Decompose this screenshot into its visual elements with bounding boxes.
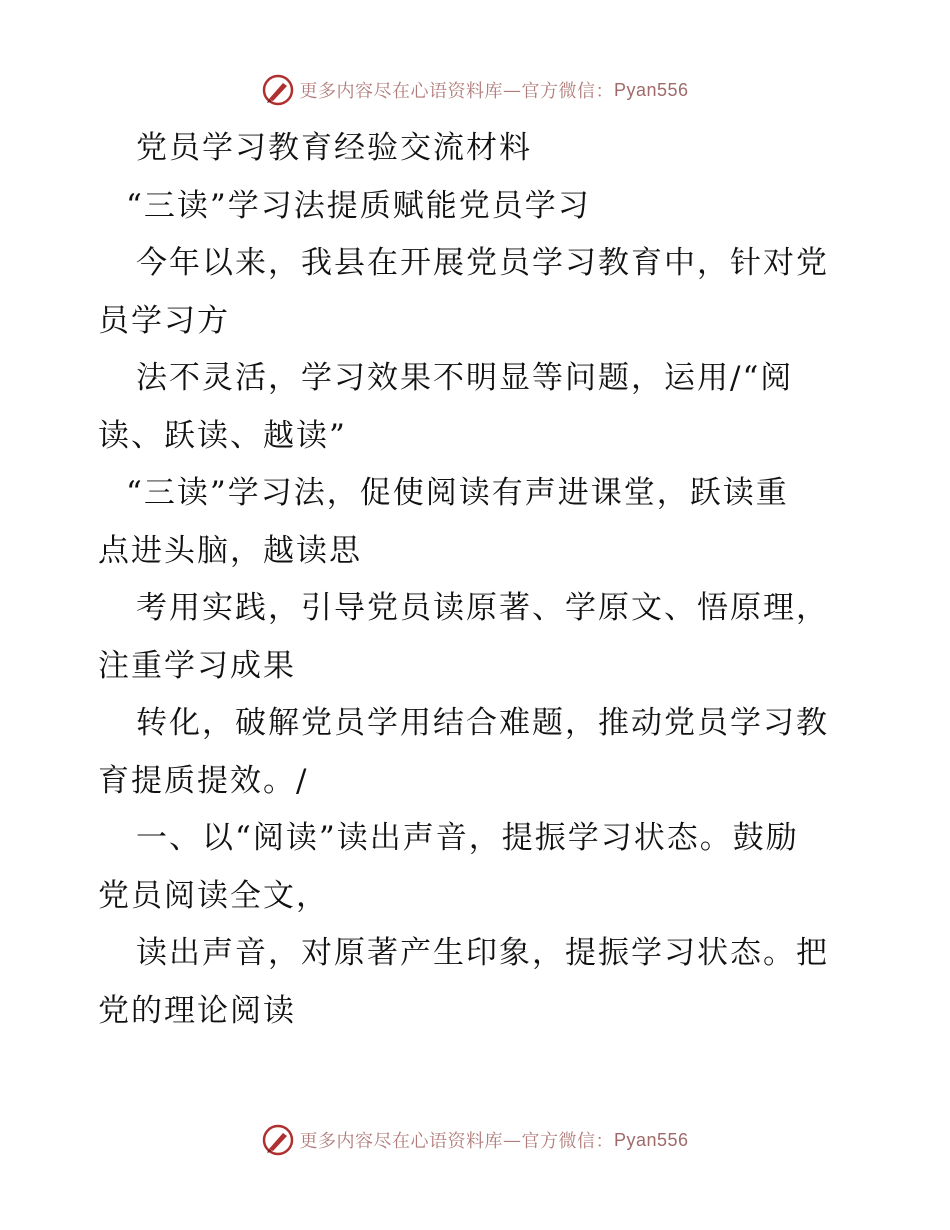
footer-watermark-banner <box>0 1120 950 1160</box>
paragraph-line: 育提质提效。/ <box>98 762 309 799</box>
document-subtitle: “三读”学习法提质赋能党员学习 <box>126 187 591 224</box>
banner-wechat-id: Pyan556 <box>613 79 689 100</box>
paragraph-line: 读、跃读、越读” <box>98 417 347 454</box>
paragraph-line: 注重学习成果 <box>98 647 296 684</box>
banner-library-text: 更多内容尽在心语资料库 <box>299 1131 503 1152</box>
document-title: 党员学习教育经验交流材料 <box>136 130 532 166</box>
banner-wechat-label: 官方微信： <box>521 1131 614 1152</box>
pen-logo-icon <box>261 73 295 107</box>
paragraph-line: 法不灵活，学习效果不明显等问题，运用/“阅 <box>136 360 794 396</box>
paragraph-line: 读出声音，对原著产生印象，提振学习状态。把 <box>136 935 829 971</box>
banner-separator: — <box>502 79 522 101</box>
header-watermark-banner <box>0 70 950 110</box>
paragraph-line: 考用实践，引导党员读原著、学原文、悟原理， <box>136 590 829 626</box>
paragraph-line: 转化，破解党员学用结合难题，推动党员学习教 <box>136 705 829 741</box>
pen-logo-icon <box>261 1123 295 1157</box>
banner-wechat-id: Pyan556 <box>613 1129 689 1150</box>
banner-library-text: 更多内容尽在心语资料库 <box>299 81 503 102</box>
paragraph-line: 点进头脑，越读思 <box>98 532 362 569</box>
section-heading-line: 一、以“阅读”读出声音，提振学习状态。鼓励 <box>136 820 799 856</box>
paragraph-line: 今年以来，我县在开展党员学习教育中，针对党 <box>136 245 829 281</box>
banner-wechat-label: 官方微信： <box>521 81 614 102</box>
document-body <box>98 120 858 1040</box>
paragraph-line: 党员阅读全文， <box>98 877 329 914</box>
paragraph-line: “三读”学习法，促使阅读有声进课堂，跃读重 <box>126 475 789 511</box>
paragraph-line: 党的理论阅读 <box>98 992 296 1029</box>
paragraph-line: 员学习方 <box>98 302 230 339</box>
banner-separator: — <box>502 1129 522 1151</box>
